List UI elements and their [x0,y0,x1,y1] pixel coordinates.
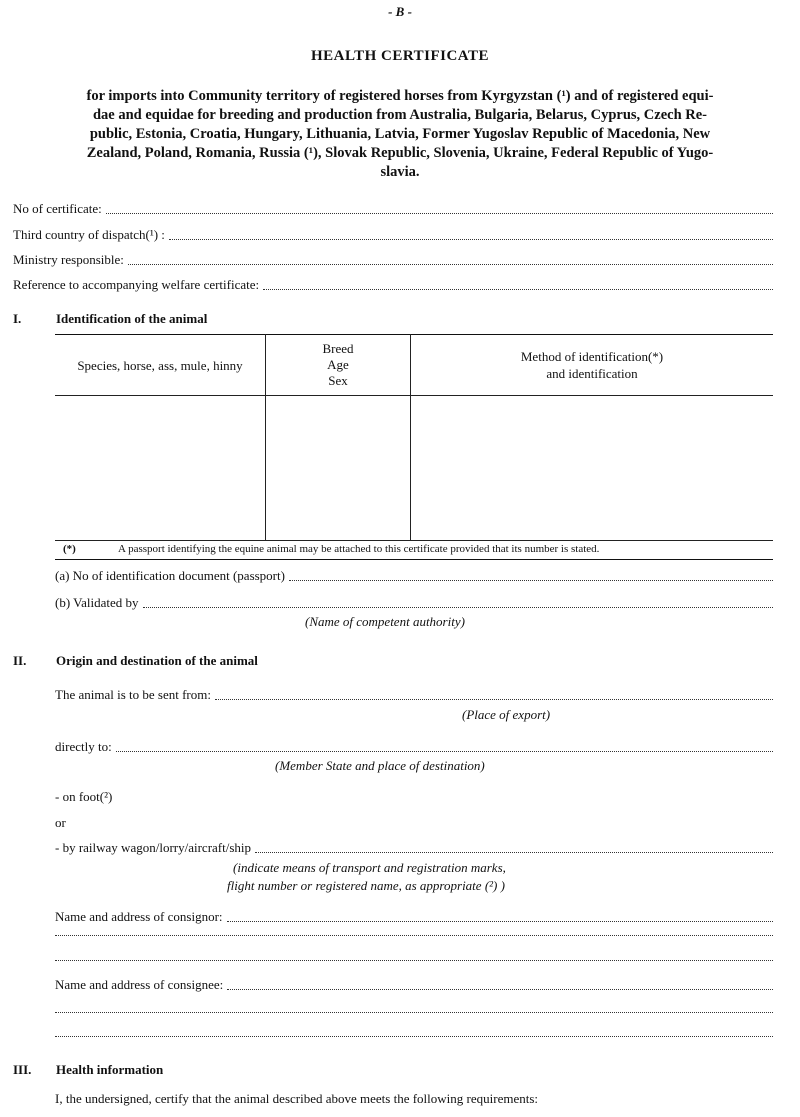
consignor-line[interactable] [55,960,773,961]
directly-to-field[interactable] [55,737,773,755]
transport-field[interactable] [55,838,773,856]
footnote-marker: (*) [63,543,76,555]
ministry-field[interactable] [13,250,773,268]
field-label: (a) No of identification document (passport) [55,568,285,583]
consignor-field[interactable] [55,907,773,925]
consignee-field[interactable] [55,975,773,993]
consignee-line[interactable] [55,1036,773,1037]
field-label: directly to: [55,739,112,754]
field-label: The animal is to be sent from: [55,687,211,702]
competent-authority-note: (Name of competent authority) [305,614,465,629]
subtitle-line: Zealand, Poland, Romania, Russia (¹), Slovak Republic, Slovenia, Ukraine, Federal Republic of Yugo- [86,145,714,161]
or-label: or [55,815,66,830]
section-1-numeral: I. [13,311,22,326]
table-footnote [55,543,773,560]
species-header: Species, horse, ass, mule, hinny [55,335,266,396]
breed-label: Breed [322,341,354,356]
subtitle-line: for imports into Community territory of registered horses from Kyrgyzstan (¹) and of registered equi- [86,88,714,104]
certification-statement: I, the undersigned, certify that the animal described above meets the following requirements: [55,1091,539,1106]
place-of-export-note: (Place of export) [462,707,551,722]
field-label: - by railway wagon/lorry/aircraft/ship [55,840,252,855]
document-title: HEALTH CERTIFICATE [310,48,490,64]
breed-age-sex-cell[interactable] [266,396,411,541]
section-2-numeral: II. [13,653,27,668]
sex-label: Sex [328,373,348,388]
sent-from-field[interactable] [55,685,773,703]
welfare-reference-field[interactable] [13,275,773,293]
transport-note-2: flight number or registered name, as appropriate (²) ) [227,878,505,893]
subtitle-line: public, Estonia, Croatia, Hungary, Lithuania, Latvia, Former Yugoslav Republic of Macedonia, New [89,126,711,142]
method-label-2: and identification [546,366,638,381]
validated-by-field[interactable] [55,593,773,611]
species-cell[interactable] [55,396,266,541]
field-label: (b) Validated by [55,595,139,610]
method-label: Method of identification(*) [520,349,664,364]
destination-note: (Member State and place of destination) [275,758,485,773]
section-3-heading: Health information [56,1062,164,1077]
section-3-numeral: III. [13,1062,32,1077]
consignor-line[interactable] [55,935,773,936]
section-1-heading: Identification of the animal [56,311,208,326]
subtitle-line: slavia. [380,164,420,180]
breed-age-sex-header [266,335,411,396]
field-label: Third country of dispatch(¹) : [13,227,165,242]
field-label: Ministry responsible: [13,252,124,267]
transport-note-1: (indicate means of transport and registration marks, [233,860,506,875]
on-foot-option[interactable]: - on foot(²) [55,789,113,804]
footnote-text: A passport identifying the equine animal may be attached to this certificate provided that its number is stated. [118,543,600,555]
section-2-heading: Origin and destination of the animal [56,653,258,668]
certificate-number-field[interactable] [13,199,773,217]
consignee-line[interactable] [55,1012,773,1013]
dispatch-country-field[interactable] [13,225,773,243]
method-cell[interactable] [411,396,774,541]
page-marker: - B - [388,4,412,19]
field-label: No of certificate: [13,201,102,216]
passport-number-field[interactable] [55,566,773,584]
method-header [411,335,774,396]
age-label: Age [327,357,349,372]
field-label: Reference to accompanying welfare certificate: [13,277,260,292]
subtitle-line: dae and equidae for breeding and production from Australia, Bulgaria, Belarus, Cyprus, Czech Re- [92,107,707,123]
field-label: Name and address of consignee: [55,977,224,992]
field-label: Name and address of consignor: [55,909,223,924]
identification-table [55,334,773,541]
